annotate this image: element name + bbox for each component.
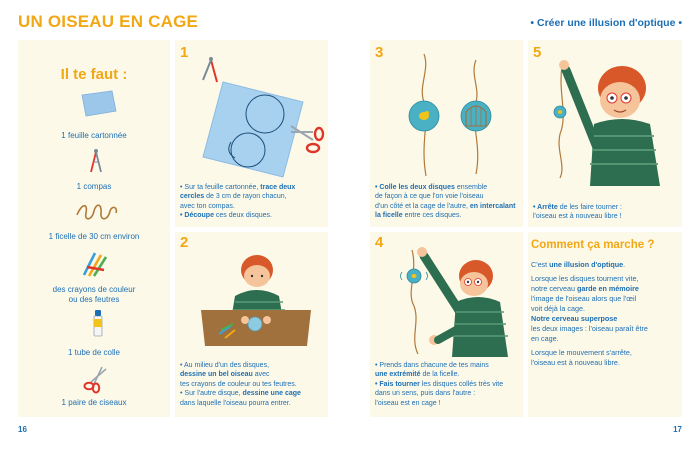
step-4-text: • Prends dans chacune de tes mains une extrémité de la ficelle. • Fais tourner les disques collés très vite dans un sens, puis dans l'autre : l'oiseau est en cage ! xyxy=(375,362,504,407)
step-5-panel xyxy=(528,40,682,227)
how-it-works-panel xyxy=(528,232,682,417)
step-3-panel xyxy=(370,40,523,227)
step-number: 1 xyxy=(180,44,189,61)
how-it-works-text: C'est une illusion d'optique. Lorsque les disques tournent vite, notre cerveau garde en mémoire l'image de l'oiseau alors que l'œil voit déjà la cage. Notre cerveau superpose les deux images : l'oiseau paraît être en cage. Lorsque le mouvement s'arrête, l'oiseau est à nouveau libre. xyxy=(531,260,648,367)
step-1-text: • Sur ta feuille cartonnée, trace deux cercles de 3 cm de rayon chacun, avec ton compas. • Découpe ces deux disques. xyxy=(180,184,296,220)
materials-panel xyxy=(18,40,170,417)
materials-title: Il te faut : xyxy=(60,66,128,83)
colored-pencils-icon xyxy=(80,249,110,279)
step-number: 4 xyxy=(375,234,384,251)
material-label: 1 ficelle de 30 cm environ xyxy=(48,232,140,241)
material-label: 1 paire de ciseaux xyxy=(61,398,127,407)
step-2-text: • Au milieu d'un des disques, dessine un bel oiseau avec tes crayons de couleur ou tes feutres. • Sur l'autre disque, dessine une cage dans laquelle l'oiseau pourra entrer. xyxy=(180,362,301,407)
step-number: 5 xyxy=(533,44,542,61)
material-label: 1 feuille cartonnée xyxy=(61,131,127,140)
step-number: 2 xyxy=(180,234,189,251)
step-4-panel xyxy=(370,232,523,417)
material-label: 1 compas xyxy=(76,182,112,191)
glue-tube-icon xyxy=(92,310,104,338)
step-number: 3 xyxy=(375,44,384,61)
child-holding-disc-illustration xyxy=(550,54,678,194)
cardboard-circles-illustration xyxy=(193,52,323,182)
page-subtitle: • Créer une illusion d'optique • xyxy=(530,17,682,29)
cardboard-sheet-icon xyxy=(78,89,118,119)
page-number-right: 17 xyxy=(673,425,682,434)
material-label: des crayons de couleur xyxy=(52,285,136,294)
scissors-icon xyxy=(82,366,110,392)
page-title: UN OISEAU EN CAGE xyxy=(18,12,199,31)
discs-on-string-illustration xyxy=(400,50,510,180)
compass-icon xyxy=(86,148,106,176)
child-spinning-discs-illustration xyxy=(400,242,518,357)
page-number-left: 16 xyxy=(18,425,27,434)
step-3-text: • Colle les deux disques ensemble de façon à ce que l'on voie l'oiseau d'un côté et la cage de l'autre, en intercalant la ficelle entre ces disques. xyxy=(375,184,516,220)
string-icon xyxy=(74,201,120,225)
step-5-text: • Arrête de les faire tourner : l'oiseau est à nouveau libre ! xyxy=(533,204,622,221)
material-label: 1 tube de colle xyxy=(67,348,121,357)
step-1-panel xyxy=(175,40,328,227)
step-2-panel xyxy=(175,232,328,417)
child-drawing-illustration xyxy=(195,244,315,349)
how-it-works-title: Comment ça marche ? xyxy=(531,239,655,251)
material-label-line2: ou des feutres xyxy=(68,295,120,304)
